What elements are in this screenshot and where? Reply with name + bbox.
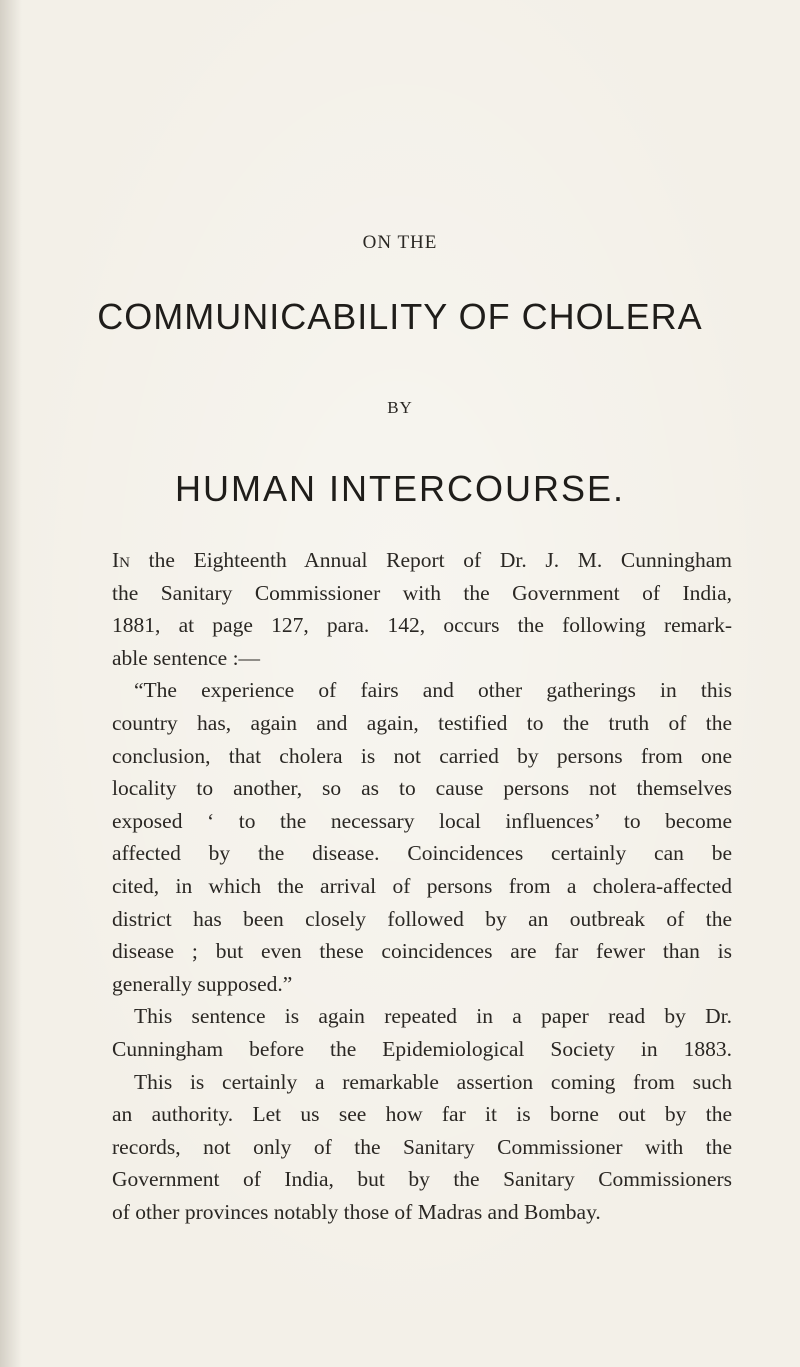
body-line: In the Eighteenth Annual Report of Dr. J. M. Cunningham — [112, 548, 732, 572]
body-line: This is certainly a remarkable assertion coming from such — [134, 1069, 732, 1094]
body-line: “The experience of fairs and other gatherings in this — [134, 678, 732, 703]
title-by: BY — [387, 398, 413, 417]
body-line: able sentence :— — [112, 645, 261, 670]
body-line: conclusion, that cholera is not carried by persons from one — [112, 743, 732, 768]
body-line: 1881, at page 127, para. 142, occurs the following remark- — [112, 613, 732, 638]
body-line: disease ; but even these coincidences are far fewer than is — [112, 939, 732, 964]
body-text — [112, 544, 732, 1228]
body-line: generally supposed.” — [112, 971, 293, 996]
body-line: Government of India, but by the Sanitary Commissioners — [112, 1167, 732, 1192]
body-line: exposed ‘ to the necessary local influences’ to become — [112, 808, 732, 833]
body-line: country has, again and again, testified to the truth of the — [112, 710, 732, 735]
body-line: an authority. Let us see how far it is borne out by the — [112, 1102, 732, 1127]
title-line-1: COMMUNICABILITY OF CHOLERA — [97, 296, 703, 337]
title-kicker: ON THE — [362, 232, 438, 253]
body-line: district has been closely followed by an outbreak of the — [112, 906, 732, 931]
body-line: locality to another, so as to cause persons not themselves — [112, 776, 732, 801]
body-line: records, not only of the Sanitary Commissioner with the — [112, 1134, 732, 1159]
body-line: This sentence is again repeated in a paper read by Dr. — [134, 1004, 732, 1029]
body-line: Cunningham before the Epidemiological Society in 1883. — [112, 1036, 732, 1061]
body-line: of other provinces notably those of Madras and Bombay. — [112, 1199, 601, 1224]
body-line: the Sanitary Commissioner with the Government of India, — [112, 580, 732, 605]
title-line-2: HUMAN INTERCOURSE. — [174, 468, 626, 509]
body-line: affected by the disease. Coincidences certainly can be — [112, 841, 732, 866]
body-line: cited, in which the arrival of persons from a cholera-affected — [112, 873, 732, 898]
opening-word: In — [112, 548, 130, 572]
page-gutter-shadow — [0, 0, 22, 1367]
